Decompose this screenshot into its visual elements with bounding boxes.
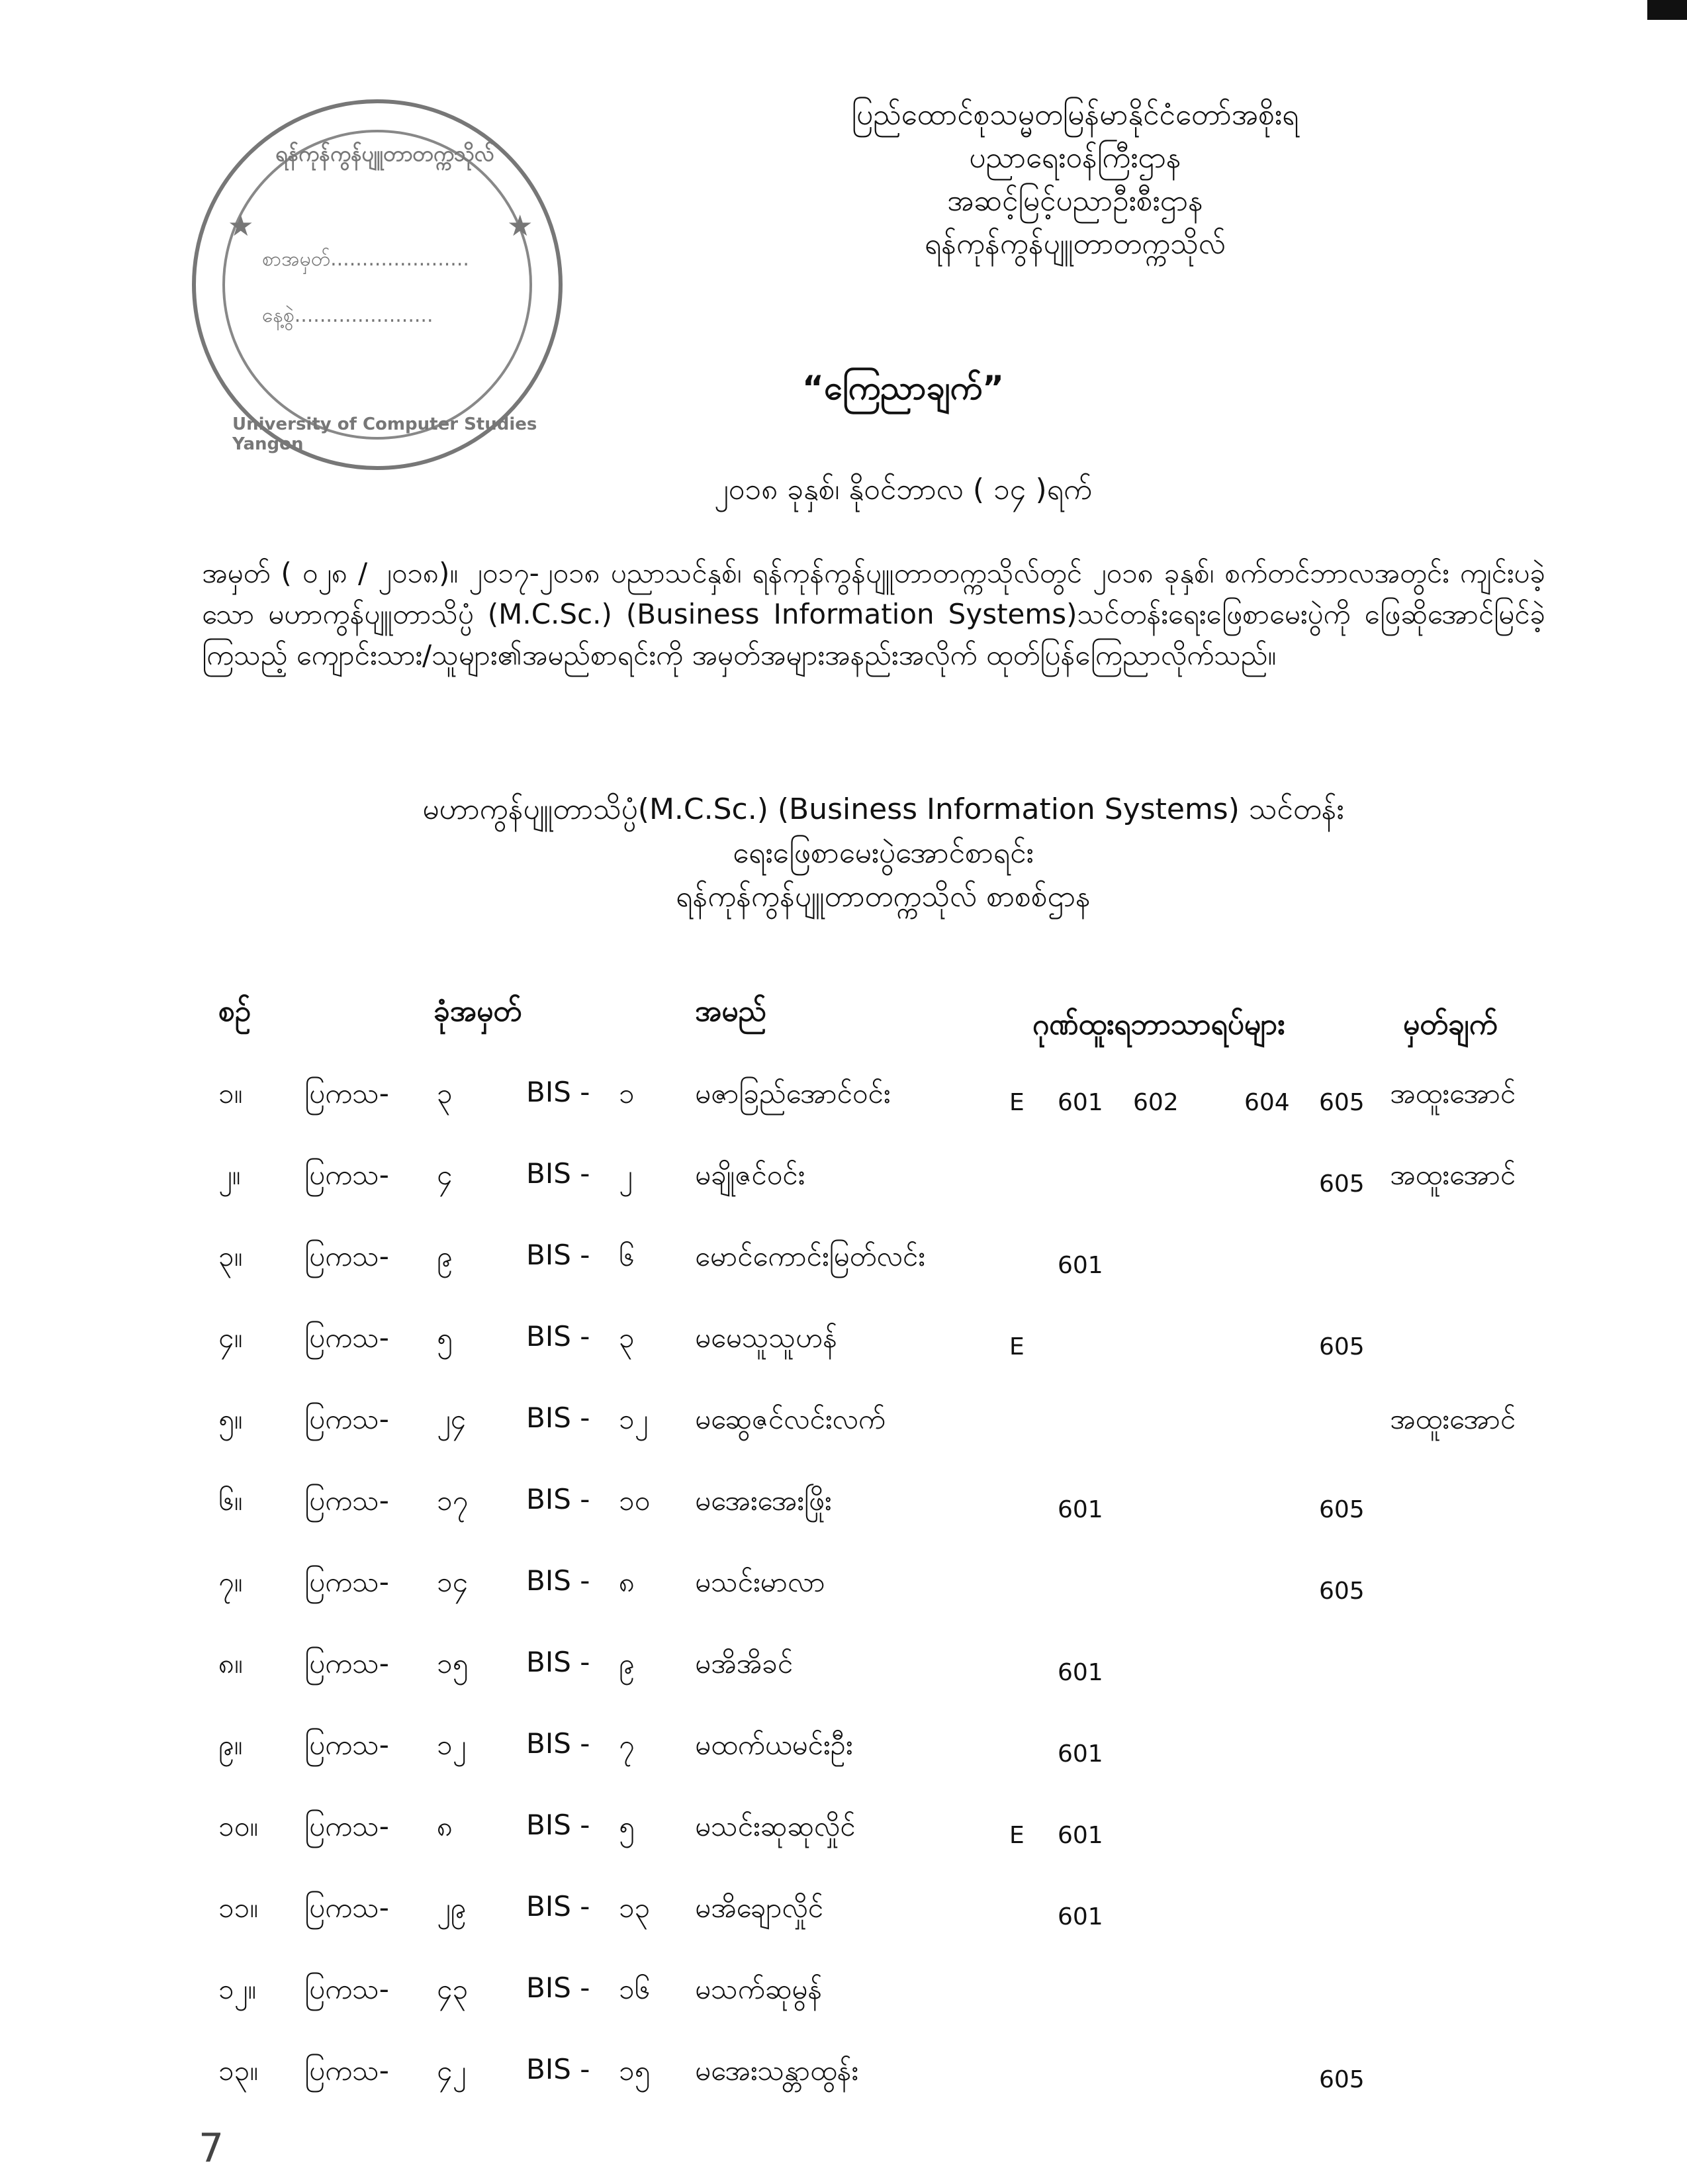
handwritten-page-mark: 7 <box>199 2125 224 2171</box>
distinction-604: 604 <box>1244 1089 1290 1116</box>
seal-field-date: နေ့စွဲ...................... <box>262 304 433 327</box>
remark: အထူးအောင် <box>1390 1159 1516 1191</box>
distinction-605: 605 <box>1319 1578 1365 1605</box>
seal-star-icon: ★ <box>507 209 533 243</box>
seal-ring-top-text: ရန်ကုန်ကွန်ပျူတာတက္ကသိုလ် <box>275 141 494 166</box>
row-number: ၇။ <box>218 1566 243 1598</box>
roll-number: ၄၂ <box>437 2054 467 2087</box>
bis-prefix: BIS - <box>526 1809 590 1841</box>
student-name: မအိချောလှိုင် <box>695 1891 823 1924</box>
distinction-601: 601 <box>1058 1252 1103 1279</box>
row-number: ၄။ <box>218 1321 243 1354</box>
list-heading-line2: ရေးဖြေစာမေးပွဲအောင်စာရင်း <box>733 836 1034 870</box>
list-heading-line3: ရန်ကုန်ကွန်ပျူတာတက္ကသိုလ် စာစစ်ဌာန <box>676 880 1091 914</box>
seal-star-icon: ★ <box>228 209 254 243</box>
bis-number: ၈ <box>619 1566 635 1598</box>
roll-prefix: ပြကသ- <box>304 1810 389 1842</box>
bis-number: ၅ <box>619 1810 635 1842</box>
bis-prefix: BIS - <box>526 1320 590 1353</box>
column-header-distinctions: ဂုဏ်ထူးရဘာသာရပ်များ <box>1032 1008 1285 1041</box>
bis-prefix: BIS - <box>526 1483 590 1515</box>
roll-prefix: ပြကသ- <box>304 1566 389 1598</box>
student-name: မထက်ယမင်းဦး <box>695 1729 853 1761</box>
roll-prefix: ပြကသ- <box>304 1891 389 1924</box>
remark: အထူးအောင် <box>1390 1077 1516 1110</box>
bis-prefix: BIS - <box>526 1401 590 1434</box>
column-header-remark: မှတ်ချက် <box>1403 1008 1498 1041</box>
distinction-601: 601 <box>1058 1822 1103 1849</box>
distinction-605: 605 <box>1319 1089 1365 1116</box>
bis-number: ၉ <box>619 1647 635 1680</box>
roll-number: ၂၄ <box>437 1403 467 1435</box>
bis-number: ၁၀ <box>619 1484 651 1517</box>
bis-prefix: BIS - <box>526 1646 590 1678</box>
row-number: ၁။ <box>218 1077 243 1110</box>
student-name: မအိအိခင် <box>695 1647 794 1680</box>
bis-prefix: BIS - <box>526 1727 590 1760</box>
bis-number: ၁၃ <box>619 1891 651 1924</box>
roll-prefix: ပြကသ- <box>304 1240 389 1272</box>
column-header-name: အမည် <box>695 994 767 1028</box>
row-number: ၁၁။ <box>218 1891 258 1924</box>
roll-prefix: ပြကသ- <box>304 2054 389 2087</box>
roll-number: ၉ <box>437 1240 453 1272</box>
bis-prefix: BIS - <box>526 1076 590 1108</box>
roll-number: ၁၂ <box>437 1729 467 1761</box>
roll-prefix: ပြကသ- <box>304 1159 389 1191</box>
roll-number: ၄ <box>437 1159 453 1191</box>
bis-prefix: BIS - <box>526 1564 590 1597</box>
row-number: ၁၃။ <box>218 2054 258 2087</box>
student-name: မောင်ကောင်းမြတ်လင်း <box>695 1240 925 1272</box>
student-name: မမေသူသူဟန် <box>695 1321 837 1354</box>
bis-number: ၇ <box>619 1729 635 1761</box>
header-government: ပြည်ထောင်စုသမ္မတမြန်မာနိုင်ငံတော်အစိုးရ <box>851 98 1299 132</box>
roll-prefix: ပြကသ- <box>304 1403 389 1435</box>
seal-ring-bottom-text: University of Computer Studies Yangon <box>232 414 537 454</box>
distinction-605: 605 <box>1319 1496 1365 1523</box>
column-header-roll: ခုံအမှတ် <box>433 994 522 1028</box>
bis-prefix: BIS - <box>526 1890 590 1923</box>
distinction-e: E <box>1009 1333 1025 1360</box>
notice-title: “ကြေညာချက်” <box>801 369 1005 407</box>
row-number: ၁၀။ <box>218 1810 258 1842</box>
header-department: အဆင့်မြင့်ပညာဦးစီးဌာန <box>947 184 1203 218</box>
roll-number: ၈ <box>437 1810 453 1842</box>
student-name: မအေးအေးဖြိုး <box>695 1484 832 1517</box>
row-number: ၆။ <box>218 1484 243 1517</box>
distinction-605: 605 <box>1319 1333 1365 1360</box>
student-name: မဇာခြည်အောင်ဝင်း <box>695 1077 891 1110</box>
row-number: ၉။ <box>218 1729 243 1761</box>
roll-number: ၄၃ <box>437 1973 469 2005</box>
distinction-e: E <box>1009 1822 1025 1849</box>
bis-number: ၆ <box>619 1240 635 1272</box>
bis-prefix: BIS - <box>526 1239 590 1271</box>
roll-number: ၃ <box>437 1077 453 1110</box>
bis-prefix: BIS - <box>526 2053 590 2085</box>
header-university: ရန်ကုန်ကွန်ပျူတာတက္ကသိုလ် <box>924 227 1226 261</box>
roll-prefix: ပြကသ- <box>304 1973 389 2005</box>
remark: အထူးအောင် <box>1390 1403 1516 1435</box>
roll-number: ၅ <box>437 1321 453 1354</box>
bis-number: ၁၅ <box>619 2054 651 2087</box>
row-number: ၁၂။ <box>218 1973 256 2005</box>
notice-date: ၂၀၁၈ ခုနှစ်၊ နိုဝင်ဘာလ ( ၁၄ )ရက် <box>713 473 1093 506</box>
distinction-602: 602 <box>1133 1089 1179 1116</box>
bis-number: ၁၆ <box>619 1973 651 2005</box>
bis-prefix: BIS - <box>526 1971 590 2004</box>
student-name: မအေးသန္တာထွန်း <box>695 2054 858 2087</box>
distinction-601: 601 <box>1058 1496 1103 1523</box>
list-heading-line1: မဟာကွန်ပျူတာသိပ္ပံ(M.C.Sc.) (Business Information Systems) သင်တန်း <box>422 792 1344 826</box>
roll-prefix: ပြကသ- <box>304 1484 389 1517</box>
distinction-601: 601 <box>1058 1659 1103 1686</box>
distinction-605: 605 <box>1319 2066 1365 2093</box>
column-header-no: စဉ် <box>218 994 251 1028</box>
roll-prefix: ပြကသ- <box>304 1077 389 1110</box>
row-number: ၅။ <box>218 1403 243 1435</box>
student-name: မချိုဇင်ဝင်း <box>695 1159 805 1191</box>
roll-prefix: ပြကသ- <box>304 1321 389 1354</box>
row-number: ၃။ <box>218 1240 243 1272</box>
row-number: ၈။ <box>218 1647 243 1680</box>
seal-field-reference: စာအမှတ်...................... <box>262 248 469 271</box>
student-name: မသင်းဆုဆုလှိုင် <box>695 1810 856 1842</box>
student-name: မသက်ဆုမွန် <box>695 1973 823 2005</box>
student-name: မဆွေဇင်လင်းလက် <box>695 1403 886 1435</box>
distinction-601: 601 <box>1058 1089 1103 1116</box>
distinction-601: 601 <box>1058 1740 1103 1768</box>
roll-number: ၁၅ <box>437 1647 469 1680</box>
distinction-601: 601 <box>1058 1903 1103 1930</box>
roll-number: ၁၄ <box>437 1566 469 1598</box>
bis-number: ၃ <box>619 1321 635 1354</box>
roll-prefix: ပြကသ- <box>304 1729 389 1761</box>
bis-number: ၁ <box>619 1077 635 1110</box>
bis-prefix: BIS - <box>526 1157 590 1190</box>
roll-number: ၁၇ <box>437 1484 469 1517</box>
roll-number: ၂၉ <box>437 1891 467 1924</box>
bis-number: ၂ <box>619 1159 633 1191</box>
notice-paragraph: အမှတ် ( ၀၂၈ / ၂၀၁၈)။ ၂၀၁၇-၂၀၁၈ ပညာသင်နှစ်၊ ရန်ကုန်ကွန်ပျူတာတက္ကသိုလ်တွင် ၂၀၁၈ ခုနှစ်၊ စက်တင်ဘာလအတွင်း ကျင်းပခဲ့သော မဟာကွန်ပျူတာသိပ္ပံ (M.C.Sc.) (Business Information Systems)သင်တန်းရေးဖြေစာမေးပွဲကို ဖြေဆိုအောင်မြင်ခဲ့ကြသည့် ကျောင်းသား/သူများ၏အမည်စာရင်းကို အမှတ်အများအနည်းအလိုက် ထုတ်ပြန်ကြေညာလိုက်သည်။ <box>202 557 1545 671</box>
student-name: မသင်းမာလာ <box>695 1566 825 1598</box>
row-number: ၂။ <box>218 1159 241 1191</box>
scan-corner-mark <box>1647 0 1687 20</box>
distinction-605: 605 <box>1319 1170 1365 1198</box>
distinction-e: E <box>1009 1089 1025 1116</box>
header-ministry: ပညာရေးဝန်ကြီးဌာန <box>969 141 1181 175</box>
roll-prefix: ပြကသ- <box>304 1647 389 1680</box>
bis-number: ၁၂ <box>619 1403 649 1435</box>
